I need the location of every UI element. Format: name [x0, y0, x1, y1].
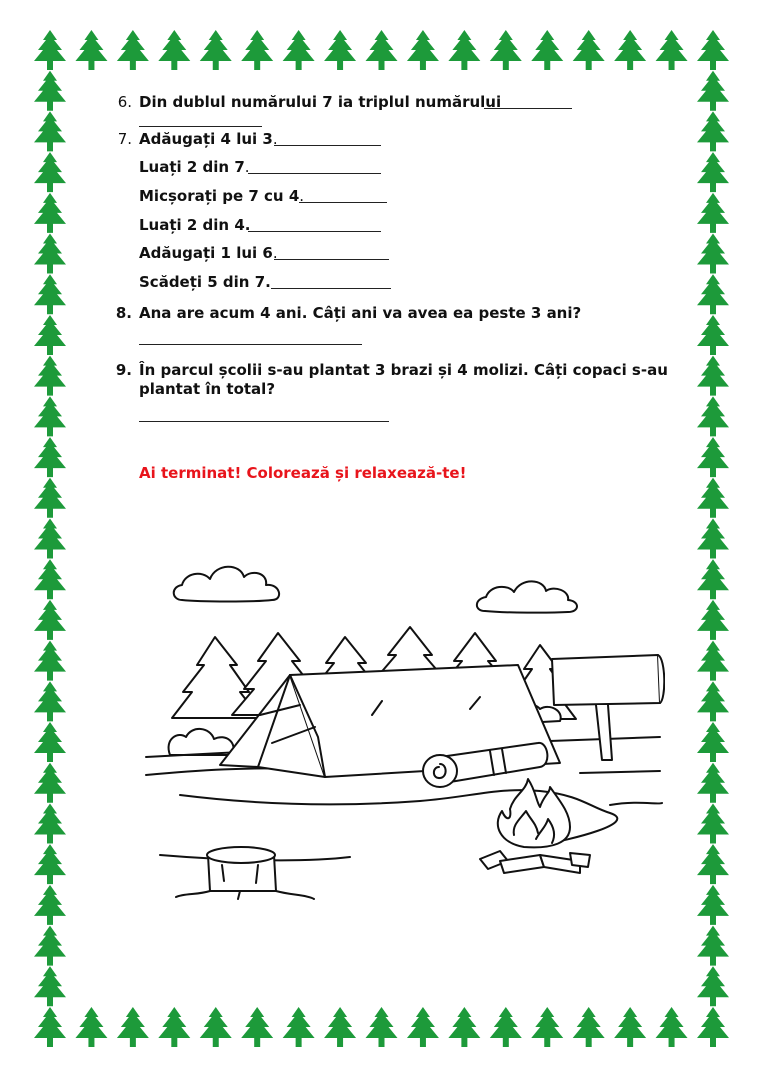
q7-item-3-answer-line[interactable]: [299, 202, 387, 203]
q7-item-1: Adăugați 4 lui 3.: [139, 130, 278, 148]
q7-item-4: Luați 2 din 4.: [139, 216, 251, 234]
q6-text: Din dublul numărului 7 ia triplul numărului: [139, 93, 502, 111]
q8-number: 8.: [115, 304, 132, 322]
camping-coloring-illustration: [140, 555, 665, 900]
q9-text-line-1: În parcul școlii s-au plantat 3 brazi și 4 molizi. Câți copaci s-au: [139, 361, 668, 379]
campfire-icon: [480, 779, 590, 873]
q7-item-4-answer-line[interactable]: [248, 231, 381, 232]
tree-stump-icon: [176, 847, 314, 899]
q7-item-6: Scădeți 5 din 7.: [139, 273, 271, 291]
q7-number: 7.: [117, 130, 132, 148]
cloud-icon: [477, 581, 577, 612]
q7-item-2: Luați 2 din 7.: [139, 158, 250, 176]
q8-text: Ana are acum 4 ani. Câți ani va avea ea peste 3 ani?: [139, 304, 582, 322]
q9-text-line-2: plantat în total?: [139, 380, 276, 398]
q6-answer-line-2[interactable]: [139, 126, 262, 127]
q7-item-3: Micșorați pe 7 cu 4.: [139, 187, 305, 205]
signpost-icon: [552, 655, 664, 760]
cloud-icon: [174, 567, 279, 602]
q7-item-1-answer-line[interactable]: [274, 145, 381, 146]
q7-item-5: Adăugați 1 lui 6.: [139, 244, 278, 262]
q6-answer-line[interactable]: [484, 108, 572, 109]
q7-item-2-answer-line[interactable]: [248, 173, 381, 174]
q7-item-5-answer-line[interactable]: [274, 259, 389, 260]
q9-answer-line[interactable]: [139, 421, 389, 422]
q8-answer-line[interactable]: [139, 344, 362, 345]
final-message: Ai terminat! Colorează și relaxează-te!: [139, 464, 467, 482]
q9-number: 9.: [115, 361, 132, 379]
q6-number: 6.: [117, 93, 132, 111]
q7-item-6-answer-line[interactable]: [271, 288, 391, 289]
